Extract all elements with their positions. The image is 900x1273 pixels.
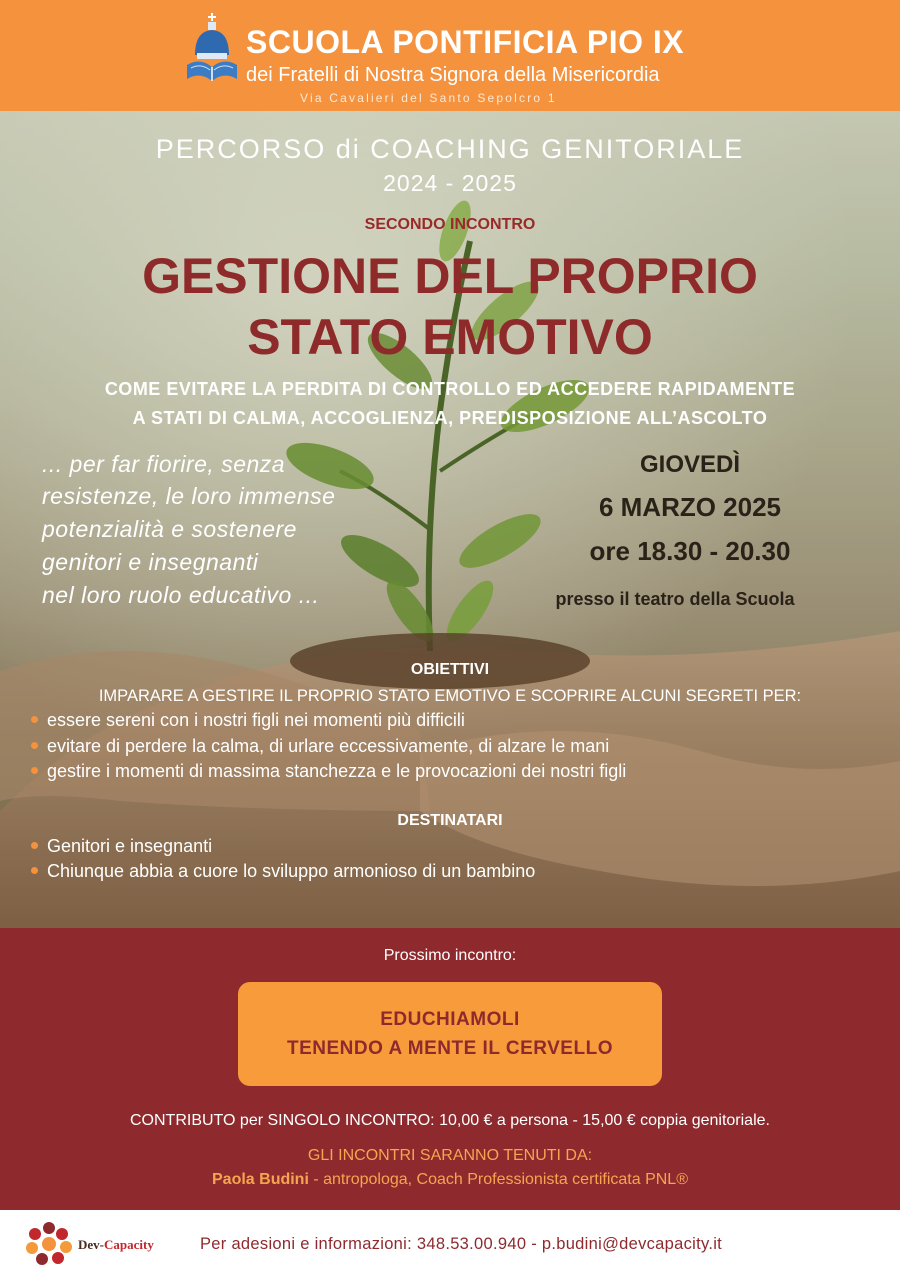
quote-line: potenzialità e sostenere bbox=[42, 516, 297, 542]
objective-text: essere sereni con i nostri figli nei momenti più difficili bbox=[47, 710, 465, 730]
bullet-dot-icon bbox=[31, 842, 38, 849]
school-subtitle: dei Fratelli di Nostra Signora della Misericordia bbox=[246, 64, 660, 86]
audience-item bbox=[31, 836, 212, 857]
quote-line: ... per far fiorire, senza bbox=[42, 451, 286, 477]
event-place: presso il teatro della Scuola bbox=[555, 589, 795, 609]
dome-book-icon bbox=[183, 13, 241, 85]
brand-name-part2: Capacity bbox=[104, 1237, 154, 1252]
bullet-dot-icon bbox=[31, 767, 38, 774]
next-meeting-title-2: TENENDO A MENTE IL CERVELLO bbox=[287, 1038, 613, 1059]
objective-item bbox=[31, 761, 626, 782]
headline-line-2: STATO EMOTIVO bbox=[247, 309, 653, 365]
event-date: 6 MARZO 2025 bbox=[598, 492, 782, 522]
quote-line: genitori e insegnanti bbox=[42, 549, 259, 575]
school-address: Via Cavalieri del Santo Sepolcro 1 bbox=[300, 91, 557, 105]
bullet-dot-icon bbox=[31, 742, 38, 749]
quote-line: nel loro ruolo educativo ... bbox=[42, 582, 320, 608]
school-name: SCUOLA PONTIFICIA PIO IX bbox=[246, 24, 685, 60]
objectives-title: OBIETTIVI bbox=[410, 661, 490, 678]
speaker-name: Paola Budini bbox=[212, 1171, 309, 1188]
speaker-role: - antropologa, Coach Professionista certificata PNL® bbox=[308, 1171, 688, 1188]
next-meeting-title-1: EDUCHIAMOLI bbox=[380, 1009, 520, 1030]
brand-name-part1: Dev- bbox=[78, 1237, 104, 1252]
speaker-line bbox=[0, 1171, 900, 1189]
subheadline-line-1: COME EVITARE LA PERDITA DI CONTROLLO ED ACCEDERE RAPIDAMENTE bbox=[104, 379, 796, 399]
event-time: ore 18.30 - 20.30 bbox=[589, 536, 791, 566]
contact-info: Per adesioni e informazioni: 348.53.00.940 - p.budini@devcapacity.it bbox=[200, 1235, 723, 1253]
bullet-dot-icon bbox=[31, 867, 38, 874]
objective-item bbox=[31, 710, 465, 731]
bullet-dot-icon bbox=[31, 716, 38, 723]
objectives-intro: IMPARARE A GESTIRE IL PROPRIO STATO EMOTIVO E SCOPRIRE ALCUNI SEGRETI PER: bbox=[98, 687, 802, 705]
audience-text: Genitori e insegnanti bbox=[47, 836, 213, 856]
objective-text: evitare di perdere la calma, di urlare eccessivamente, di alzare le mani bbox=[47, 736, 610, 756]
objective-text: gestire i momenti di massima stanchezza e le provocazioni dei nostri figli bbox=[47, 761, 627, 781]
subheadline-line-2: A STATI DI CALMA, ACCOGLIENZA, PREDISPOSIZIONE ALL’ASCOLTO bbox=[132, 408, 768, 428]
program-title: PERCORSO di COACHING GENITORIALE bbox=[155, 134, 745, 164]
pricing-text: CONTRIBUTO per SINGOLO INCONTRO: 10,00 € a persona - 15,00 € coppia genitoriale. bbox=[130, 1112, 770, 1129]
next-meeting-box bbox=[238, 982, 662, 1086]
session-label: SECONDO INCONTRO bbox=[364, 216, 536, 233]
objective-item bbox=[31, 736, 609, 757]
audience-title: DESTINATARI bbox=[397, 812, 503, 829]
brand-name bbox=[78, 1237, 154, 1253]
headline-line-1: GESTIONE DEL PROPRIO bbox=[142, 248, 758, 304]
audience-text: Chiunque abbia a cuore lo sviluppo armonioso di un bambino bbox=[47, 861, 536, 881]
audience-item bbox=[31, 861, 535, 882]
held-by-label: GLI INCONTRI SARANNO TENUTI DA: bbox=[307, 1147, 593, 1164]
quote-line: resistenze, le loro immense bbox=[42, 483, 336, 509]
program-years: 2024 - 2025 bbox=[383, 170, 517, 196]
flower-dots-icon bbox=[24, 1220, 74, 1266]
event-day: GIOVEDÌ bbox=[639, 451, 741, 478]
next-meeting-label: Prossimo incontro: bbox=[383, 947, 517, 964]
